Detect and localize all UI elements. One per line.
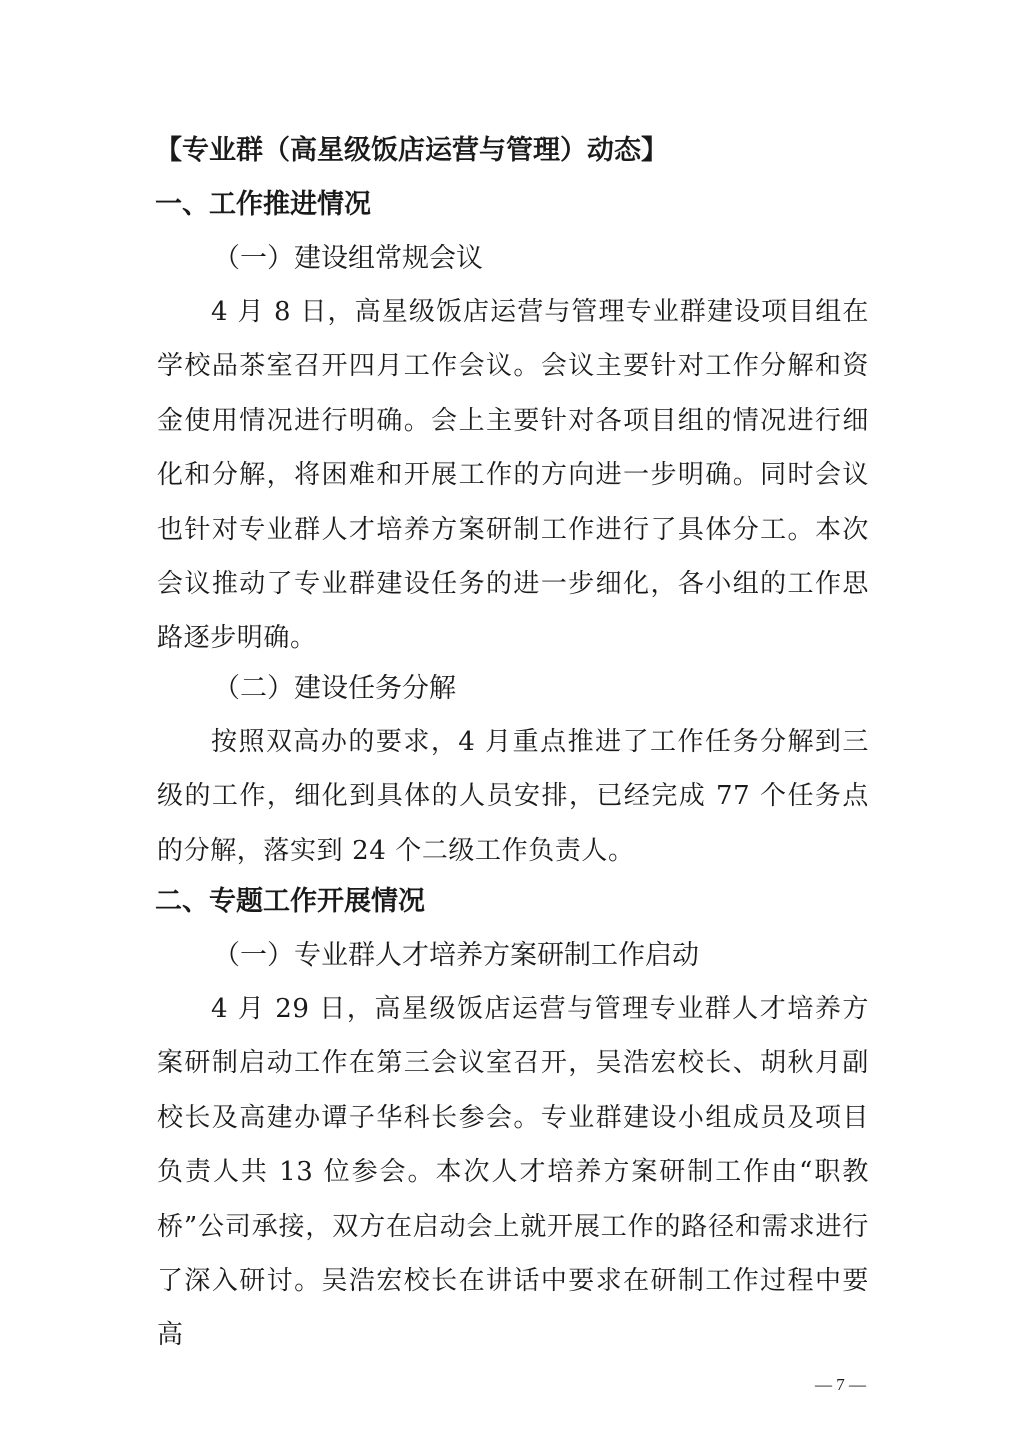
page-number: — 7 — [815, 1375, 866, 1394]
section-heading-2: 二、专题工作开展情况 [155, 886, 425, 917]
subsection-heading-2-1: （一）专业群人才培养方案研制工作启动 [213, 940, 699, 971]
document-title: 【专业群（高星级饭店运营与管理）动态】 [155, 135, 668, 166]
subsection-heading-1-2: （二）建设任务分解 [213, 673, 456, 704]
section-heading-1: 一、工作推进情况 [155, 189, 371, 220]
paragraph-1-2: 按照双高办的要求，4 月重点推进了工作任务分解到三级的工作，细化到具体的人员安排，已经完成 77 个任务点的分解，落实到 24 个二级工作负责人。 [157, 727, 869, 866]
paragraph-2-1: 4 月 29 日，高星级饭店运营与管理专业群人才培养方案研制启动工作在第三会议室召开，吴浩宏校长、胡秋月副校长及高建办谭子华科长参会。专业群建设小组成员及项目负责人共 13 位参会。本次人才培养方案研制工作由“职教桥”公司承接，双方在启动会上就开展工作的路径和需求进行了深入研讨。吴浩宏校长在讲话中要求在研制工作过程中要高 [157, 994, 869, 1351]
subsection-heading-1-1: （一）建设组常规会议 [213, 243, 483, 274]
paragraph-1-1: 4 月 8 日，高星级饭店运营与管理专业群建设项目组在学校品茶室召开四月工作会议。会议主要针对工作分解和资金使用情况进行明确。会上主要针对各项目组的情况进行细化和分解，将困难和开展工作的方向进一步明确。同时会议也针对专业群人才培养方案研制工作进行了具体分工。本次会议推动了专业群建设任务的进一步细化，各小组的工作思路逐步明确。 [157, 297, 869, 654]
